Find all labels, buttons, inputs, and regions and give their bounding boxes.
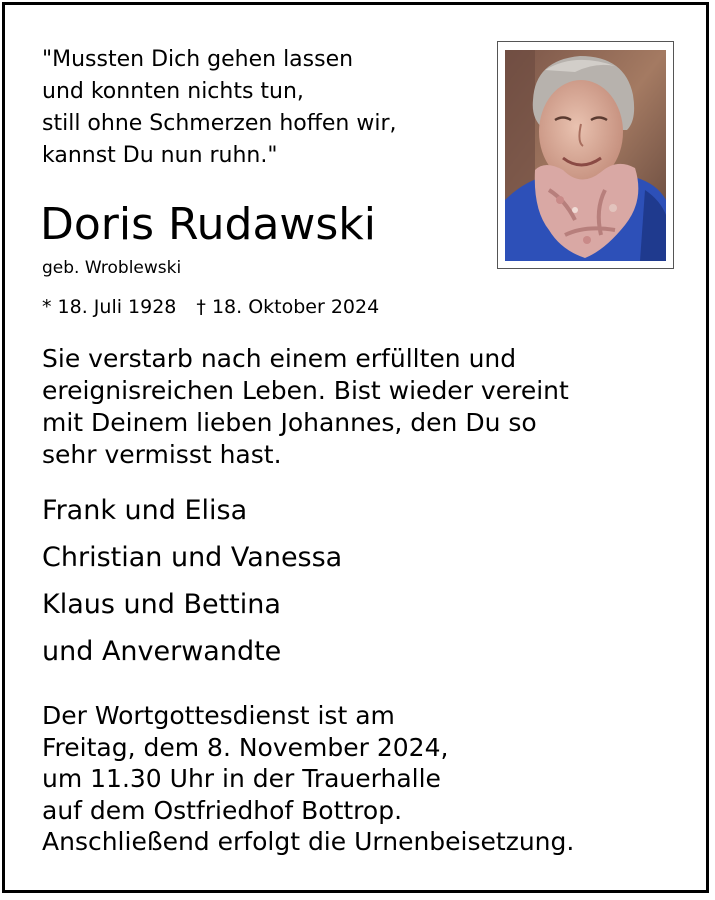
death-date: † 18. Oktober 2024: [196, 296, 380, 318]
mourner-name: Frank und Elisa: [42, 495, 248, 526]
service-line: Freitag, dem 8. November 2024,: [42, 732, 449, 762]
memorial-quote: [42, 44, 397, 172]
service-line: Der Wortgottesdienst ist am: [42, 701, 395, 730]
portrait-image: [505, 50, 666, 261]
quote-line: "Mussten Dich gehen lassen: [42, 47, 354, 72]
life-dates: [42, 294, 379, 320]
birth-name: geb. Wroblewski: [42, 258, 182, 278]
quote-line: und konnten nichts tun,: [42, 79, 304, 104]
birth-date: * 18. Juli 1928: [42, 296, 177, 318]
deceased-name: Doris Rudawski: [40, 199, 377, 250]
mourner-name: Christian und Vanessa: [42, 542, 343, 573]
message-line: sehr vermisst hast.: [42, 440, 282, 469]
mourner-name: und Anverwandte: [42, 636, 282, 667]
service-line: um 11.30 Uhr in der Trauerhalle: [42, 764, 441, 793]
service-details: [42, 700, 574, 858]
memorial-message: [42, 343, 569, 471]
message-line: Sie verstarb nach einem erfüllten und: [42, 344, 517, 373]
service-line: Anschließend erfolgt die Urnenbeisetzung.: [42, 827, 575, 856]
message-line: ereignisreichen Leben. Bist wieder vereint: [42, 376, 569, 405]
quote-line: kannst Du nun ruhn.": [42, 143, 278, 168]
portrait-photo: [497, 41, 674, 269]
quote-line: still ohne Schmerzen hoffen wir,: [42, 111, 397, 136]
message-line: mit Deinem lieben Johannes, den Du so: [42, 408, 537, 437]
mourner-name: Klaus und Bettina: [42, 589, 281, 620]
service-line: auf dem Ostfriedhof Bottrop.: [42, 795, 403, 825]
